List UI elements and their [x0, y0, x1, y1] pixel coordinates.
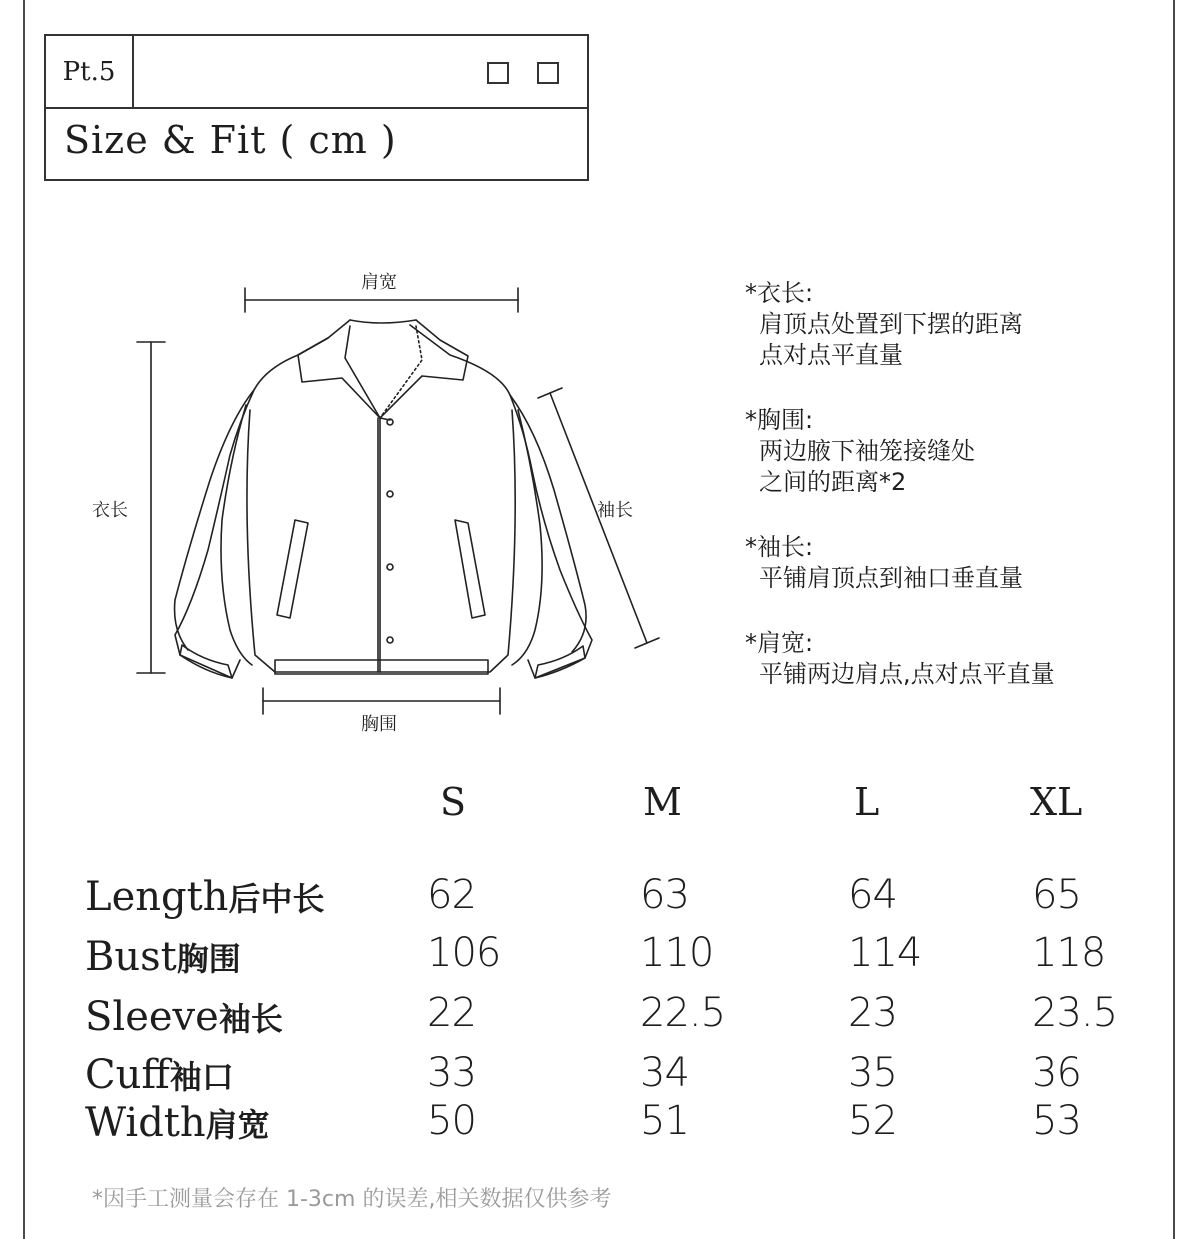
row-label-length: Length后中长 — [85, 874, 325, 920]
cell-sleeve-s: 22 — [427, 990, 476, 1036]
size-header-l: L — [854, 780, 880, 824]
jacket-diagram — [80, 260, 680, 740]
cell-bust-m: 110 — [640, 930, 714, 976]
row-label-bust: Bust胸围 — [85, 934, 241, 980]
cell-width-s: 50 — [427, 1098, 476, 1144]
jacket-illustration — [80, 260, 680, 740]
cell-length-s: 62 — [427, 872, 476, 918]
label-sleeve: 袖长 — [597, 500, 633, 521]
cell-cuff-s: 33 — [427, 1050, 476, 1096]
label-bust: 胸围 — [361, 714, 397, 735]
checkbox-2[interactable] — [537, 62, 559, 84]
label-length: 衣长 — [92, 500, 128, 521]
row-label-width: Width肩宽 — [85, 1100, 270, 1146]
size-header-xl: XL — [1030, 780, 1083, 824]
checkbox-1[interactable] — [487, 62, 509, 84]
measurement-disclaimer: *因手工测量会存在 1-3cm 的误差,相关数据仅供参考 — [92, 1187, 612, 1212]
cell-length-xl: 65 — [1032, 872, 1081, 918]
size-header-m: M — [643, 780, 682, 824]
cell-bust-xl: 118 — [1032, 930, 1106, 976]
note-length: *衣长: 肩顶点处置到下摆的距离 点对点平直量 — [745, 279, 1023, 369]
left-border-line — [23, 0, 25, 1239]
cell-length-l: 64 — [848, 872, 897, 918]
right-border-line — [1173, 0, 1175, 1239]
header-box — [44, 34, 589, 181]
header-top-row — [46, 36, 587, 109]
note-bust: *胸围: 两边腋下袖笼接缝处 之间的距离*2 — [745, 406, 975, 496]
cell-cuff-m: 34 — [640, 1050, 689, 1096]
cell-bust-l: 114 — [848, 930, 922, 976]
row-label-sleeve: Sleeve袖长 — [85, 994, 283, 1040]
measurement-notes — [745, 278, 1165, 724]
cell-width-l: 52 — [848, 1098, 897, 1144]
size-header-s: S — [440, 780, 467, 824]
cell-cuff-l: 35 — [848, 1050, 897, 1096]
cell-sleeve-xl: 23.5 — [1032, 990, 1118, 1036]
note-shoulder: *肩宽: 平铺两边肩点,点对点平直量 — [745, 629, 1055, 688]
label-shoulder: 肩宽 — [361, 272, 397, 293]
part-number: Pt.5 — [46, 36, 134, 107]
cell-width-xl: 53 — [1032, 1098, 1081, 1144]
cell-width-m: 51 — [640, 1098, 689, 1144]
cell-cuff-xl: 36 — [1032, 1050, 1081, 1096]
cell-sleeve-l: 23 — [848, 990, 897, 1036]
cell-sleeve-m: 22.5 — [640, 990, 726, 1036]
cell-length-m: 63 — [640, 872, 689, 918]
page-title: Size & Fit ( cm ) — [64, 118, 397, 162]
cell-bust-s: 106 — [427, 930, 501, 976]
note-sleeve: *袖长: 平铺肩顶点到袖口垂直量 — [745, 533, 1023, 592]
row-label-cuff: Cuff袖口 — [85, 1052, 234, 1098]
